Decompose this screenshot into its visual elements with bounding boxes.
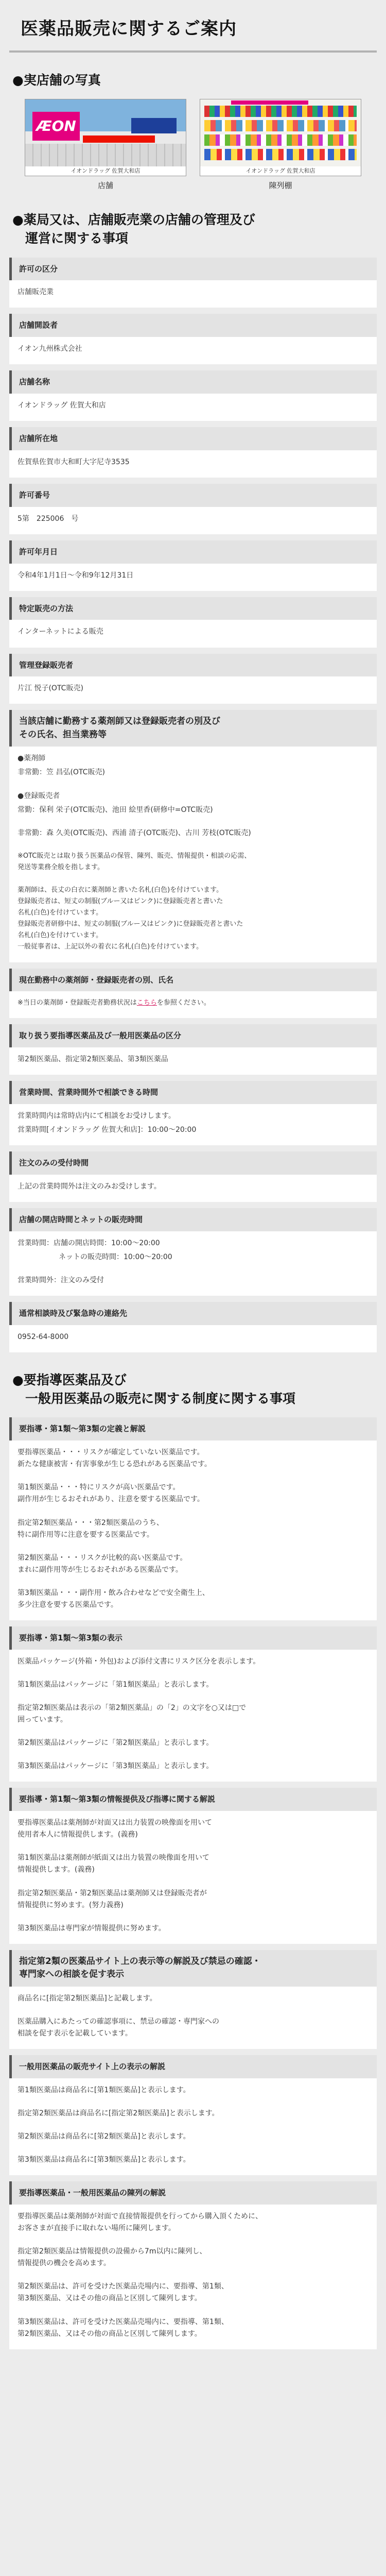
store-building <box>25 144 186 167</box>
shelf-sign <box>231 100 308 105</box>
card-line: 医薬品購入にあたっての確認事項に、禁忌の確認・専門家への 相談を促す表示を記載しています。 <box>17 2017 219 2038</box>
hours-card <box>9 1081 377 1145</box>
card-heading: 店舗所在地 <box>9 427 377 450</box>
contact-card <box>9 1302 377 1352</box>
card-heading: 許可番号 <box>9 484 377 507</box>
card-line: 第3類医薬品・・・副作用・飲み合わせなどで安全衛生上、 多少注意を要する医薬品です。 <box>17 1588 209 1609</box>
store-front-photo <box>25 99 186 176</box>
card-line: 要指導医薬品・・・リスクが確定していない医薬品です。 新たな健康被害・有害事象が生じる恐れがある医薬品です。 <box>17 1448 212 1469</box>
card-line: 指定第2類医薬品・第2類医薬品は薬剤師又は登録販売者が 情報提供に努めます。(努力義務) <box>17 1889 207 1909</box>
card-line: イオンドラッグ 佐賀大和店 <box>17 401 106 410</box>
page-title: 医薬品販売に関するご案内 <box>9 11 377 53</box>
staff-note: ※OTC販売とは取り扱う医薬品の保管、陳列、販売、情報提供・相談の応需、 発送等業務全般を指します。 <box>17 852 251 871</box>
current-staff-card <box>9 969 377 1019</box>
card-line: 店舗販売業 <box>17 288 54 297</box>
card-heading: 注文のみの受付時間 <box>9 1151 377 1175</box>
card-line: 第1類医薬品は商品名に[第1類医薬品]と表示します。 <box>17 2086 190 2094</box>
card-line: 指定第2類医薬品は表示の「第2類医薬品」の「2」の文字を○又は□で 囲っています。 <box>17 1704 247 1724</box>
drug-class-card <box>9 1024 377 1075</box>
note-text: ※当日の薬剤師・登録販売者勤務状況は <box>17 999 137 1007</box>
card-line: 第2類医薬品は、許可を受けた医薬品売場内に、要指導、第1類、 第3類医薬品、又はその他の商品と区別して陳列します。 <box>17 2282 229 2303</box>
info-card <box>9 427 377 478</box>
card-heading: 店舗名称 <box>9 370 377 394</box>
card-line: 要指導医薬品は薬剤師が対面又は出力装置の映像面を用いて 使用者本人に情報提供します。(義務) <box>17 1819 212 1839</box>
card-heading: 取り扱う要指導医薬品及び一般用医薬品の区分 <box>9 1024 377 1047</box>
card-line: 5第 225006 号 <box>17 514 79 523</box>
card-line: 指定第2類医薬品・・・第2類医薬品のうち、 特に副作用等に注意を要する医薬品です。 <box>17 1518 164 1539</box>
photo-label: 店舗 <box>97 181 113 191</box>
definition-card <box>9 1417 377 1620</box>
card-heading: 通常相談時及び緊急時の連絡先 <box>9 1302 377 1325</box>
card-heading: 要指導・第1類～第3類の定義と解説 <box>9 1417 377 1440</box>
open-hours-card <box>9 1208 377 1296</box>
site-display-card <box>9 2055 377 2175</box>
shelf-card <box>9 2181 377 2349</box>
shelf-photo <box>200 99 361 176</box>
card-line: 指定第2類医薬品は商品名に[指定第2類医薬品]と表示します。 <box>17 2109 219 2117</box>
shelf-row <box>204 134 357 146</box>
card-line: 片江 悦子(OTC販売) <box>17 684 83 693</box>
info-provision-card <box>9 1788 377 1943</box>
card-heading: 営業時間、営業時間外で相談できる時間 <box>9 1081 377 1104</box>
store-photo-block <box>25 99 186 192</box>
photos-section-title: ●実店舗の写真 <box>12 73 101 88</box>
card-line: 第1類医薬品は薬剤師が紙面又は出力装置の映像面を用いて 情報提供します。(義務) <box>17 1854 209 1874</box>
store-banner <box>83 135 155 143</box>
card-heading: 当該店舗に勤務する薬剤師又は登録販売者の別及び その氏名、担当業務等 <box>9 710 377 747</box>
card-heading: 要指導医薬品・一般用医薬品の陳列の解説 <box>9 2181 377 2205</box>
shelf-row <box>204 120 357 131</box>
registered-seller-parttime: 非常勤：森 久美(OTC販売)、西浦 清子(OTC販売)、古川 芳枝(OTC販売) <box>17 828 251 837</box>
net-hours-line: ネットの販売時間：10:00～20:00 <box>59 1252 172 1261</box>
card-heading: 指定第2類の医薬品サイト上の表示等の解説及び禁忌の確認・ 専門家への相談を促す表示 <box>9 1950 377 1987</box>
card-line: 第1類医薬品はパッケージに「第1類医薬品」と表示します。 <box>17 1680 214 1689</box>
card-line: 第3類医薬品はパッケージに「第3類医薬品」と表示します。 <box>17 1762 214 1771</box>
card-heading: 一般用医薬品の販売サイト上の表示の解説 <box>9 2055 377 2078</box>
note-text: を参照ください。 <box>156 999 210 1007</box>
card-heading: 許可の区分 <box>9 258 377 281</box>
card-line: 第2類医薬品はパッケージに「第2類医薬品」と表示します。 <box>17 1739 214 1748</box>
card-line: 営業時間[イオンドラッグ 佐賀大和店]：10:00～20:00 <box>17 1126 197 1134</box>
info-card <box>9 597 377 648</box>
card-heading: 店舗の開店時間とネットの販売時間 <box>9 1208 377 1231</box>
registered-seller-label: ●登録販売者 <box>17 791 60 800</box>
card-line: 商品名に[指定第2類医薬品]と記載します。 <box>17 1994 157 2003</box>
uniform-note: 薬剤師は、長丈の白衣に薬剤師と書いた名札(白色)を付けています。 登録販売者は、短丈の制服(ブルー又はピンク)に登録販売者と書いた 名札(白色)を付けています。 登録販売者研修中は、短丈の制服(ブルー又はピンク)に登録販売者と書いた 名札(白色)を付けています。 一般従事者は、上記以外の着衣に名札(白色)を付けています。 <box>17 886 243 951</box>
card-line: 要指導医薬品は薬剤師が対面で直接情報提供を行ってから購入頂くために、 お客さまが直接手に取れない場所に陳列します。 <box>17 2212 262 2233</box>
current-staff-note <box>17 997 369 1009</box>
info-card <box>9 484 377 534</box>
after-hours-line: 営業時間外：注文のみ受付 <box>17 1276 104 1284</box>
card-line: 第3類医薬品は商品名に[第3類医薬品]と表示します。 <box>17 2156 190 2164</box>
staff-status-link[interactable]: こちら <box>136 999 157 1007</box>
pharmacist-label: ●薬剤師 <box>17 754 46 763</box>
card-heading: 許可年月日 <box>9 540 377 564</box>
contact-phone[interactable]: 0952-64-8000 <box>17 1332 69 1341</box>
card-line: 第2類医薬品・・・リスクが比較的高い医薬品です。 まれに副作用等が生じるおそれがある医薬品です。 <box>17 1553 187 1574</box>
photo-gallery <box>0 99 386 192</box>
card-line: 上記の営業時間外は注文のみお受けします。 <box>17 1182 161 1191</box>
management-section-title: ●薬局又は、店舗販売業の店舗の管理及び 運営に関する事項 <box>12 212 255 246</box>
card-heading: 店舗開設者 <box>9 314 377 337</box>
card-line: 第1類医薬品・・・特にリスクが高い医薬品です。 副作用が生じるおそれがあり、注意を要する医薬品です。 <box>17 1483 204 1504</box>
photo-caption: イオンドラッグ 佐賀大和店 <box>25 166 186 176</box>
confirm-card <box>9 1950 377 2049</box>
photo-caption: イオンドラッグ 佐賀大和店 <box>200 166 361 176</box>
photo-label: 陳列棚 <box>269 181 292 191</box>
card-line: イオン九州株式会社 <box>17 345 82 353</box>
order-card <box>9 1151 377 1202</box>
card-line: 令和4年1月1日～令和9年12月31日 <box>17 571 134 580</box>
card-line: インターネットによる販売 <box>17 628 103 636</box>
pharmacist-names: 非常勤：笠 昌弘(OTC販売) <box>17 768 105 777</box>
card-line: 医薬品パッケージ(外箱・外包)および添付文書にリスク区分を表示します。 <box>17 1657 260 1666</box>
card-line: 第2類医薬品は商品名に[第2類医薬品]と表示します。 <box>17 2132 190 2141</box>
staff-card <box>9 710 377 962</box>
info-card <box>9 314 377 364</box>
shelf-row <box>204 106 357 117</box>
card-line: 第2類医薬品、指定第2類医薬品、第3類医薬品 <box>17 1055 168 1064</box>
card-line: 営業時間内は常時店内にて相談をお受けします。 <box>17 1112 176 1120</box>
info-card <box>9 258 377 308</box>
shelf-photo-block <box>200 99 361 192</box>
card-line: 第3類医薬品は、許可を受けた医薬品売場内に、要指導、第1類、 第2類医薬品、又はその他の商品と区別して陳列します。 <box>17 2317 229 2338</box>
system-cards <box>0 1417 386 2349</box>
store-sign-logo: ÆON <box>32 112 80 141</box>
management-cards <box>0 258 386 704</box>
card-line: 指定第2類医薬品は情報提供の設備から7m以内に陳列し、 情報提供の機会を高めます。 <box>17 2247 207 2268</box>
card-heading: 現在勤務中の薬剤師・登録販売者の別、氏名 <box>9 969 377 992</box>
card-heading: 要指導・第1類～第3類の表示 <box>9 1626 377 1650</box>
display-card <box>9 1626 377 1782</box>
shelf-row <box>204 149 357 160</box>
store-sign-secondary <box>131 118 177 133</box>
registered-seller-fulltime: 常勤：保利 栄子(OTC販売)、池田 絵里香(研修中=OTC販売) <box>17 805 213 814</box>
management-cards-extra <box>0 1024 386 1202</box>
card-heading: 要指導・第1類～第3類の情報提供及び指導に関する解説 <box>9 1788 377 1811</box>
system-section-title: ●要指導医薬品及び 一般用医薬品の販売に関する制度に関する事項 <box>12 1372 296 1406</box>
card-heading: 管理登録販売者 <box>9 654 377 677</box>
card-heading: 特定販売の方法 <box>9 597 377 620</box>
card-line: 第3類医薬品は専門家が情報提供に努めます。 <box>17 1924 166 1933</box>
info-card <box>9 540 377 591</box>
card-line: 佐賀県佐賀市大和町大字尼寺3535 <box>17 457 130 466</box>
info-card <box>9 370 377 421</box>
info-card <box>9 654 377 704</box>
open-hours-line: 営業時間：店舗の開店時間：10:00～20:00 <box>17 1239 160 1247</box>
